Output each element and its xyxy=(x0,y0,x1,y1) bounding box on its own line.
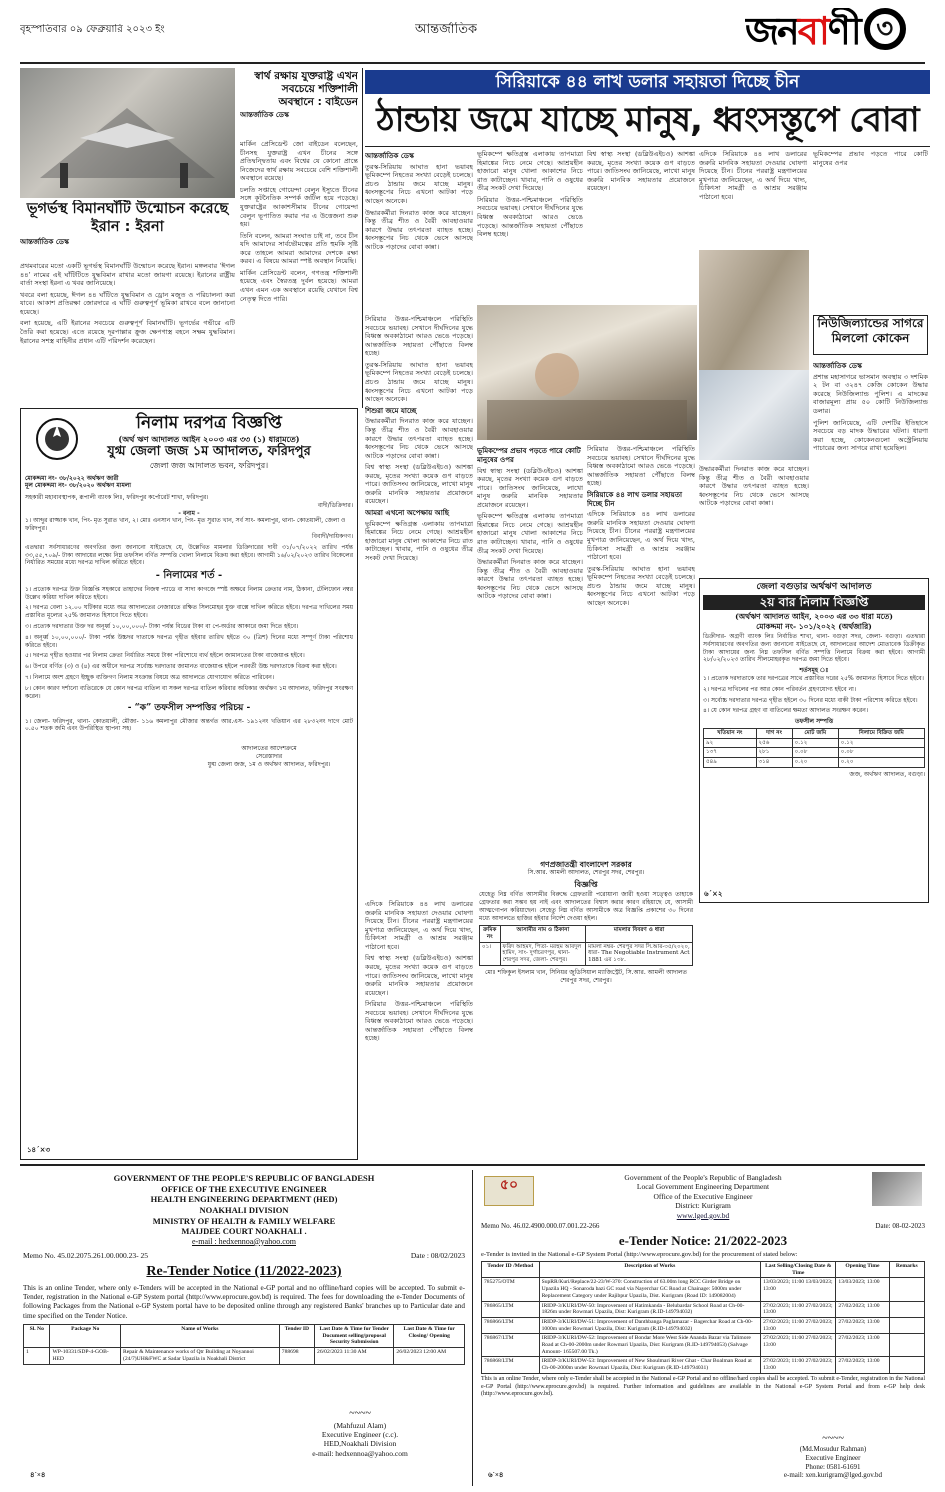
sherpur-body: যেহেতু নিম্ন বর্ণিত আসামীর বিরুদ্ধে গ্রেফতারী পরোয়ানা জারী হওয়া সত্ত্বেও তাহাকে গ্রেফতার করা সম্ভব হয় নাই এবং আদালতের বিশ্বাস করার কারণ রহিয়াছে যে, আসামী আত্মগোপন করিয়াছেন। সেহেতু নিম্ন বর্ণিত আসামীকে অত্র বিজ্ঞপ্তি প্রকাশের ৩০ দিনের মধ্যে আদালতে হাজির হইবার নির্দেশ দেওয়া হইল। xyxy=(479,891,693,922)
infant-rescue-photo xyxy=(699,370,809,460)
story-us-paragraph: চলতি সপ্তাহে গোয়েন্দা বেলুন ইস্যুতে চীনের সঙ্গে কূটনৈতিক সম্পর্ক জটিল হয়ে পড়েছে। যুক্তরাষ্ট্রের আকাশসীমায় চীনের গোয়েন্দা বেলুন ভূপাতিত করার পর এ উত্তেজনা শুরু হয়। xyxy=(240,185,358,229)
auction-conditions-title: - নিলামের শর্ত - xyxy=(155,570,223,582)
main-story-paragraph: উদ্ধারকর্মীরা দিনরাত কাজ করে যাচ্ছেন। কিন্তু তীব্র শীত ও বৈরী আবহাওয়ার কারণে উদ্ধার তৎপরতা ব্যাহত হচ্ছে। ধ্বংসস্তূপের নিচ থেকে ভেসে আসছে আটকে পড়াদের বোবা কান্না। xyxy=(365,208,473,251)
hed-date: Date : 08/02/2023 xyxy=(410,1250,465,1260)
table-header: Last Selling/Closing Date & Time xyxy=(761,1262,836,1278)
auction-plaintiff-tag: বাদী/ডিক্রিদার। xyxy=(317,501,353,509)
table-cell: ৯২ xyxy=(704,738,757,748)
table-cell: ৩১৪ xyxy=(756,758,792,768)
main-story-col2 xyxy=(477,150,583,310)
lged-signature-line[interactable]: e-mail: xen.kurigram@lged.gov.bd xyxy=(783,1471,883,1480)
table-cell: 786867/LTM xyxy=(482,1334,540,1357)
bogura-signature: জজ, অর্থঋণ আদালত, বগুড়া। xyxy=(849,770,925,778)
auction-title: নিলাম দরপত্র বিজ্ঞপ্তি xyxy=(136,413,282,433)
table-cell: 27/02/2023; 13:00 xyxy=(836,1301,889,1317)
section-title: আন্তর্জাতিক xyxy=(415,22,478,37)
auction-condition: ৪। অনূর্ধ্ব ১০,০০,০০০/- টাকা পর্যন্ত উচ্চদর দাতাকে দরপত্র গৃহীত হইবার তারিখ হইতে ৩০ (ত্রিশ) দিনের মধ্যে সম্পূর্ণ টাকা পরিশোধ করিতে হইবে। xyxy=(25,633,353,649)
table-cell: 27/02/2023; 11:00 27/02/2023; 13:00 xyxy=(761,1334,836,1357)
story-nz-desk: আন্তর্জাতিক ডেস্ক xyxy=(813,362,862,370)
lged-tender-notice xyxy=(478,1170,928,1486)
table-cell: ০১। xyxy=(480,942,501,965)
lged-website-link[interactable]: www.lged.gov.bd xyxy=(676,1210,730,1220)
main-story-paragraph: ভূমিকম্পে ক্ষতিগ্রস্ত এলাকায় তাপমাত্রা হিমাঙ্কের নিচে নেমে গেছে। আশ্রয়হীন হাজারো মানুষ খোলা আকাশের নিচে রাত কাটাচ্ছেন। খাবার, পানি ও ওষুধের তীব্র সংকট দেখা দিয়েছে। xyxy=(477,512,583,555)
notices-rule xyxy=(20,1164,925,1166)
hed-email[interactable]: e-mail : hedxennoa@yahoo.com xyxy=(192,1236,296,1246)
hed-line: HEALTH ENGINEERING DEPARTMENT (HED) xyxy=(150,1194,338,1205)
table-cell: ২৫৬ xyxy=(756,738,792,748)
story-nz-body xyxy=(813,360,928,560)
table-row xyxy=(482,1301,925,1317)
lged-signature-line: (Md.Mosudur Rahman) xyxy=(799,1445,867,1453)
table-cell: 27/02/2023; 13:00 xyxy=(836,1357,889,1373)
main-story-paragraph: বিশ্ব স্বাস্থ্য সংস্থা (ডব্লিউএইচও) আশঙ্কা করছে, মৃতের সংখ্যা কয়েক গুণ বাড়তে পারে। জাতিসংঘ জানিয়েছে, লাখো মানুষ জরুরি মানবিক সহায়তার প্রয়োজনে রয়েছেন। xyxy=(587,150,695,193)
table-header: Last Date & Time for Tender Document selling/proposal Security Submission xyxy=(315,1325,394,1348)
lged-signature-block xyxy=(748,1433,918,1481)
lged-title: e-Tender Notice: 21/2022-2023 xyxy=(618,1232,788,1248)
table-row xyxy=(704,748,925,758)
table-row xyxy=(24,1348,465,1364)
main-story-subhead: শিশুরা জমে যাচ্ছে xyxy=(365,406,417,415)
table-cell xyxy=(889,1301,924,1317)
story-iran-paragraph: খবরে বলা হয়েছে, ঈগল ৪৪ ঘাঁটিতে যুদ্ধবিমান ও ড্রোন মজুত ও পরিচালনা করা যাবে। আকাশ প্রতিরক্ষা জোরদারে এ ঘাঁটি গুরুত্বপূর্ণ ভূমিকা রাখবে বলে জানানো হয়েছে। xyxy=(20,290,235,316)
notice-divider xyxy=(472,1170,473,1486)
table-cell: 27/02/2023; 11:00 27/02/2023; 13:00 xyxy=(761,1301,836,1317)
table-cell: Repair & Maintenance works of Qtr Building at Noyannoi (24/7)UH&FWC at Sadar Upazila in Noakhali District xyxy=(121,1348,280,1364)
story-us-headline-3: অবস্থানে : বাইডেন xyxy=(278,96,358,109)
table-cell: IRIDP-3/KURI/DW-50: Improvement of Hatimkanda - Belubardar School Road at Ch-00-1826m under Rowmari Upazila, Dist: Kurigram (R.ID-149794032) xyxy=(539,1301,761,1317)
bogura-notice xyxy=(699,578,929,903)
table-cell: WP-10331/SDP-4-GOB-HED xyxy=(50,1348,121,1364)
bogura-schedule-title: তফসীল সম্পত্তি xyxy=(794,718,834,726)
story-us xyxy=(240,70,358,122)
auction-subtitle: (অর্থ ঋণ আদালত আইন ২০০৩ এর ৩৩ (১) ধারামতে) xyxy=(118,434,300,445)
signature-scribble-icon: ~~~~ xyxy=(349,1408,371,1419)
auction-signature-3: যুগ্ম জেলা জজ, ১ম ও অর্থঋণ আদালত, ফরিদপুর। xyxy=(207,760,331,768)
hed-signature-line: Executive Engineer (c.c). xyxy=(321,1429,399,1439)
main-story-col1 xyxy=(365,150,473,310)
main-story-col1-lower xyxy=(365,315,473,895)
story-us-desk: আন্তর্জাতিক ডেস্ক xyxy=(240,111,289,120)
table-cell: ৫৪৯ xyxy=(704,758,757,768)
main-story-paragraph: এদিকে সিরিয়াকে ৪৪ লাখ ডলারের জরুরি মানবিক সহায়তা দেওয়ার ঘোষণা দিয়েছে চীন। চীনের পররাষ্ট্র মন্ত্রণালয়ের মুখপাত্র জানিয়েছেন, এ অর্থ দিয়ে খাদ্য, চিকিৎসা সামগ্রী ও আশ্রয় সরঞ্জাম পাঠানো হবে। xyxy=(699,150,807,201)
table-header: নিলামে বিক্রিত জমি xyxy=(838,728,924,738)
table-row xyxy=(482,1317,925,1333)
table-header: Name of Works xyxy=(121,1325,280,1348)
table-cell: 27/02/2023; 11:00 27/02/2023; 13:00 xyxy=(761,1317,836,1333)
main-story-col4 xyxy=(699,150,807,250)
story-us-paragraph: মার্কিন প্রেসিডেন্ট জো বাইডেন বলেছেন, চীনসহ যুক্তরাষ্ট্র এখন চীনের সঙ্গে প্রতিদ্বন্দ্বিতায় এবং বিশ্বের যে কোনো প্রান্তে নিজেদের স্বার্থ রক্ষায় সবচেয়ে বেশি শক্তিশালী অবস্থানে রয়েছে। xyxy=(240,140,358,183)
main-story-paragraph: উদ্ধারকর্মীরা দিনরাত কাজ করে যাচ্ছেন। কিন্তু তীব্র শীত ও বৈরী আবহাওয়ার কারণে উদ্ধার তৎপরতা ব্যাহত হচ্ছে। ধ্বংসস্তূপের নিচ থেকে ভেসে আসছে আটকে পড়াদের বোবা কান্না। xyxy=(477,558,583,601)
sherpur-notice xyxy=(477,858,695,1158)
auction-condition: ১। প্রত্যেক দরপত্র উক্ত বিজ্ঞপ্তি সহকারে তাহাদের নিজস্ব প্যাডে বা সাদা কাগজে স্পষ্ট অক্ষরে নিলাম ক্রেতার নাম, ঠিকানা, টেলিফোন নম্বর উল্লেখ করিয়া দাখিল করিতে হইবে। xyxy=(25,585,353,601)
main-story-col1-tail xyxy=(365,900,473,1158)
story-iran-headline: ভূগর্ভস্থ বিমানঘাঁটি উন্মোচন করেছে ইরান : ইরনা xyxy=(26,201,229,236)
bangladesh-50-logo-icon: ৫০ xyxy=(484,1176,534,1206)
court-emblem-icon xyxy=(35,417,79,461)
table-row xyxy=(482,1357,925,1373)
auction-defendant-tag: বিবাদী/দায়িকগণ। xyxy=(311,533,353,541)
signature-scribble-icon: ~~~~ xyxy=(822,1432,844,1444)
table-cell: ০.০৮ xyxy=(792,748,838,758)
main-story-paragraph: তুরস্ক-সিরিয়ায় আঘাত হানা ভয়াবহ ভূমিকম্পে নিহতের সংখ্যা বেড়েই চলেছে। প্রচণ্ড ঠান্ডায় জমে যাচ্ছে মানুষ। ধ্বংসস্তূপের নিচে এখনো আটকা পড়ে আছেন অনেকে। xyxy=(365,162,473,205)
bogura-condition: ২। দরপত্র দাখিলের পর আর কোন পরিবর্তন গ্রহণযোগ্য হইবে না। xyxy=(703,685,857,693)
table-cell: ফরিদ আহমদ, পিতা- মরহুম আবদুল হামিদ, সাং- দুর্গাচরণপুর, থানা- শেরপুর সদর, জেলা- শেরপুর। xyxy=(500,942,586,965)
table-header: মামলার বিবরণ ও ধারা xyxy=(586,926,693,942)
main-story-paragraph: তুরস্ক-সিরিয়ায় আঘাত হানা ভয়াবহ ভূমিকম্পে নিহতের সংখ্যা বেড়েই চলেছে। প্রচণ্ড ঠান্ডায় জমে যাচ্ছে মানুষ। ধ্বংসস্তূপের নিচে এখনো আটকা পড়ে আছেন অনেকে। xyxy=(587,564,695,607)
story-nz-headline: নিউজিল্যান্ডের সাগরে মিললো কোকেন xyxy=(817,316,924,345)
child-rescue-photo xyxy=(477,305,697,440)
table-cell: ০.১২ xyxy=(838,738,924,748)
auction-body: এতদ্বারা সর্বসাধারণের অবগতির জন্য জানানো যাইতেছে যে, উল্লেখিত মামলার ডিক্রিদারের দাবী ৩১/০৭/২০২২ তারিখ পর্যন্ত ৩৩,৫৫,৭০৯/- টাকা আদায়ের লক্ষ্যে নিম্ন তফসিল বর্ণিত সম্পত্তি খোলা নিলামে বিক্রয় করা হইবে। আগামী ১৬/০২/২০২৩ তারিখ বিকেলের নির্ধারিত সময়ের মধ্যে দরপত্র দাখিল করিতে হইবে। xyxy=(25,543,353,567)
faridpur-auction-notice xyxy=(20,408,358,1160)
auction-versus: - বনাম - xyxy=(178,509,200,517)
main-story-col3 xyxy=(587,150,695,305)
main-story-paragraph: সিরিয়ার উত্তর-পশ্চিমাঞ্চলে পরিস্থিতি সবচেয়ে ভয়াবহ। সেখানে দীর্ঘদিনের যুদ্ধে বিধ্বস্ত অবকাঠামো আরও ভেঙে পড়েছে। আন্তর্জাতিক সহায়তা পৌঁছাতে বিলম্ব হচ্ছে। xyxy=(365,1000,473,1043)
main-story-headline: ঠান্ডায় জমে যাচ্ছে মানুষ, ধ্বংসস্তূপে বোবা xyxy=(376,100,919,140)
header-rule xyxy=(20,62,925,64)
table-cell: 786868/LTM xyxy=(482,1357,540,1373)
main-story-subhead: আমরা এখনো অপেক্ষায় আছি xyxy=(365,509,450,517)
table-cell: ০.১২ xyxy=(792,738,838,748)
main-story-col4-lower xyxy=(699,465,809,575)
main-story-col3-lower xyxy=(587,445,695,855)
table-cell: 786866/LTM xyxy=(482,1317,540,1333)
table-row xyxy=(482,1334,925,1357)
sherpur-signature: মোঃ শফিকুল ইসলাম খান, সিনিয়র জুডিসিয়াল ম্যাজিস্ট্রেট, সি.আর. আমলী আদালত শেরপুর সদর, শেরপুর। xyxy=(485,968,687,984)
rubble-photo xyxy=(699,250,809,370)
logo-page-number: ৩ xyxy=(864,8,906,50)
lged-memo: Memo No. 46.02.4900.000.07.001.22-266 xyxy=(481,1221,600,1230)
story-nz-paragraph: পুলিশ জানিয়েছে, এটি দেশটির ইতিহাসে সবচেয়ে বড় মাদক উদ্ধারের ঘটনা। ধারণা করা হচ্ছে, কোকেনগুলো অস্ট্রেলিয়ায় পাচারের জন্য সাগরে রাখা হয়েছিল। xyxy=(813,418,928,453)
sherpur-table xyxy=(479,925,693,966)
hed-line: OFFICE OF THE EXECUTIVE ENGINEER xyxy=(161,1183,327,1194)
main-story-subhead: ভূমিকম্পের প্রভাব পড়তে পারে কোটি মানুষের ওপর xyxy=(477,447,581,464)
story-us-paragraph: তিনি বলেন, আমরা সংঘাত চাই না, তবে চীন যদি আমাদের সার্বভৌমত্বের প্রতি হুমকি সৃষ্টি করে তাহলে আমরা আমাদের দেশকে রক্ষা করব। এ বিষয়ে আমরা স্পষ্ট অবস্থান নিয়েছি। xyxy=(240,231,358,266)
table-cell xyxy=(889,1334,924,1357)
column-divider xyxy=(362,68,363,408)
table-header: মোট জমি xyxy=(792,728,838,738)
jet-icon xyxy=(20,68,235,198)
lged-size: ৬´×৪ xyxy=(488,1471,504,1480)
hed-line: MAIJDEE COURT NOAKHALI . xyxy=(181,1226,307,1237)
main-story-subhead: সিরিয়াকে ৪৪ লাখ ডলার সহায়তা দিচ্ছে চীন xyxy=(587,490,683,508)
table-cell: মামলা নম্বর- শেরপুর সদর সি.আর-৩৫/২০২০, ধারা- The Negotiable Instrument Act 1881 এর ১৩৮. xyxy=(586,942,693,965)
hed-memo: Memo No. 45.02.2075.261.00.000.23- 25 xyxy=(23,1250,148,1260)
nz-spacer xyxy=(813,565,928,575)
auction-signature-1: আদালতের আদেশক্রমে xyxy=(241,745,297,753)
hed-line: MINISTRY OF HEALTH & FAMILY WELFARE xyxy=(152,1215,336,1226)
headline-rule xyxy=(365,146,930,147)
table-header: দাগ নং xyxy=(756,728,792,738)
lged-signature-line: Executive Engineer xyxy=(805,1453,861,1462)
table-cell: 1 xyxy=(24,1348,50,1364)
sherpur-org: গণপ্রজাতন্ত্রী বাংলাদেশ সরকার xyxy=(540,860,632,869)
story-iran-desk: আন্তর্জাতিক ডেস্ক xyxy=(20,238,69,247)
table-cell: 27/02/2023; 11:00 27/02/2023; 13:00 xyxy=(761,1357,836,1373)
table-header: Opening Time xyxy=(836,1262,889,1278)
lged-line: Government of the People's Republic of Bangladesh xyxy=(624,1173,782,1182)
bogura-size: ৬´×২ xyxy=(704,889,723,899)
auction-schedule-title: - “ক” তফসীল সম্পত্তির পরিচয় - xyxy=(127,703,251,714)
auction-condition: ৩। প্রত্যেক দরদাতার উক্ত দর অনূর্ধ্ব ১০,০০,০০০/- টাকা পর্যন্ত বিডের টাকা বা পে-অর্ডার আকারে জমা দিতে হইবে। xyxy=(25,622,299,630)
main-story-paragraph: বিশ্ব স্বাস্থ্য সংস্থা (ডব্লিউএইচও) আশঙ্কা করছে, মৃতের সংখ্যা কয়েক গুণ বাড়তে পারে। জাতিসংঘ জানিয়েছে, লাখো মানুষ জরুরি মানবিক সহায়তার প্রয়োজনে রয়েছেন। xyxy=(365,463,473,506)
hed-signature-block xyxy=(260,1408,460,1458)
main-story-paragraph: সিরিয়ার উত্তর-পশ্চিমাঞ্চলে পরিস্থিতি সবচেয়ে ভয়াবহ। সেখানে দীর্ঘদিনের যুদ্ধে বিধ্বস্ত অবকাঠামো আরও ভেঙে পড়েছে। আন্তর্জাতিক সহায়তা পৌঁছাতে বিলম্ব হচ্ছে। xyxy=(477,195,583,239)
table-cell: 13/03/2023; 11:00 13/03/2023; 13:00 xyxy=(761,1278,836,1301)
table-cell: 788698 xyxy=(279,1348,314,1364)
hed-signature-line: (Mahfuzul Alam) xyxy=(333,1420,387,1430)
auction-condition: ৭। নিলামে অংশ গ্রহণে ইচ্ছুক ব্যক্তিগণ নিলাম সংক্রান্ত বিষয়ে অত্র আদালতে যোগাযোগ করিতে পারিবেন। xyxy=(25,673,275,681)
table-cell xyxy=(889,1357,924,1373)
sherpur-title: বিজ্ঞপ্তি xyxy=(574,879,598,890)
story-iran-paragraph: প্রথমবারের মতো একটি ভূগর্ভস্থ বিমানঘাঁটি উন্মোচন করেছে ইরান। মঙ্গলবার ‘ঈগল ৪৪’ নামের এই ঘাঁটিটিতে যুদ্ধবিমান রাখার মতো জায়গা রয়েছে। ইরানের রাষ্ট্রীয় বার্তা সংস্থা ইরনা এ খবর জানিয়েছে। xyxy=(20,262,235,288)
table-header: Sl. No xyxy=(24,1325,50,1348)
main-story-subhead: ভূমিকম্পের প্রভাব পড়তে পারে কোটি মানুষের ওপর xyxy=(813,150,928,167)
auction-size: ১৪´×৩ xyxy=(27,1145,51,1155)
auction-condition: ২। দরপত্র বেলা ১২.০০ ঘটিকার মধ্যে অত্র আদালতের নেজারতে রক্ষিত সিলমোহর যুক্ত বাক্সে দাখিল করিতে হইবে। দরপত্র দাখিলের সময় প্রস্তাবিত মূল্যের ২৫% জামানত হিসাবে দিতে হইবে। xyxy=(25,604,353,620)
lged-line: Local Government Engineering Department xyxy=(636,1182,770,1192)
bogura-condition: ৪। যে কোন দরপত্র গ্রহণ বা বাতিলের ক্ষমতা আদালত সংরক্ষণ করেন। xyxy=(703,707,868,715)
story-us-paragraph: মার্কিন প্রেসিডেন্ট বলেন, গণতন্ত্র শক্তিশালী হয়েছে এবং স্বৈরতন্ত্র দুর্বল হয়েছে। আমরা এখন এমন এক অবস্থানে রয়েছি যেখানে বিশ্ব নেতৃত্ব দিতে পারি। xyxy=(240,268,358,303)
auction-condition: ৬। উপরে বর্ণিত (৩) ও (৪) এর অধীনে দরপত্র সর্বোচ্চ দরদাতার জামানত বাজেয়াপ্ত হইলে পরবর্তী উচ্চ দরদাতাকে বিক্রয় করা হইবে। xyxy=(25,663,337,671)
main-story-col5 xyxy=(813,150,928,310)
auction-case-2: মূল মোকদ্দমা নং- ৩৮/২০২০ অর্থঋণ মামলা xyxy=(25,482,131,490)
main-story-paragraph: তুরস্ক-সিরিয়ায় আঘাত হানা ভয়াবহ ভূমিকম্পে নিহতের সংখ্যা বেড়েই চলেছে। প্রচণ্ড ঠান্ডায় জমে যাচ্ছে মানুষ। ধ্বংসস্তূপের নিচে এখনো আটকা পড়ে আছেন অনেকে। xyxy=(365,360,473,404)
bogura-condition: ১। প্রত্যেক দরদাতাকে তার দরপত্রের সাথে প্রস্তাবিত দরের ২৫% জামানত হিসাবে দিতে হইবে। xyxy=(703,674,924,682)
table-cell: 786865/LTM xyxy=(482,1301,540,1317)
portrait-logo-icon xyxy=(872,1172,922,1206)
story-iran-body xyxy=(20,262,235,402)
story-nz-paragraph: প্রশান্ত মহাসাগরে ভাসমান অবস্থায় ৩ দশমিক ২ টন বা ৩২৪৭ কেজি কোকেন উদ্ধার করেছে নিউজিল্যান্ড পুলিশ। এ মাদকের বাজারমূল্য প্রায় ৫০ কোটি নিউজিল্যান্ড ডলার। xyxy=(813,372,928,415)
table-cell: 26/02/2023 11:30 AM xyxy=(315,1348,394,1364)
main-story-paragraph: উদ্ধারকর্মীরা দিনরাত কাজ করে যাচ্ছেন। কিন্তু তীব্র শীত ও বৈরী আবহাওয়ার কারণে উদ্ধার তৎপরতা ব্যাহত হচ্ছে। ধ্বংসস্তূপের নিচ থেকে ভেসে আসছে আটকে পড়াদের বোবা কান্না। xyxy=(699,465,809,508)
child-face-icon xyxy=(477,305,697,440)
hed-size: ৪´×৪ xyxy=(30,1471,46,1480)
lged-line: District: Kurigram xyxy=(675,1201,731,1211)
main-story-paragraph: এদিকে সিরিয়াকে ৪৪ লাখ ডলারের জরুরি মানবিক সহায়তা দেওয়ার ঘোষণা দিয়েছে চীন। চীনের পররাষ্ট্র মন্ত্রণালয়ের মুখপাত্র জানিয়েছেন, এ অর্থ দিয়ে খাদ্য, চিকিৎসা সামগ্রী ও আশ্রয় সরঞ্জাম পাঠানো হবে। xyxy=(587,510,695,562)
bogura-schedule-table xyxy=(703,728,925,768)
main-story-paragraph: বিশ্ব স্বাস্থ্য সংস্থা (ডব্লিউএইচও) আশঙ্কা করছে, মৃতের সংখ্যা কয়েক গুণ বাড়তে পারে। জাতিসংঘ জানিয়েছে, লাখো মানুষ জরুরি মানবিক সহায়তার প্রয়োজনে রয়েছেন। xyxy=(477,466,583,509)
table-row xyxy=(482,1278,925,1301)
table-header: Last Date & Time for Closing/ Opening xyxy=(394,1325,465,1348)
auction-plaintiff: সহকারী মহাব্যবস্থাপক, রূপালী ব্যাংক লিঃ, ফরিদপুর কর্পোরেট শাখা, ফরিদপুর। xyxy=(25,494,209,502)
table-cell: ১৩৭ xyxy=(704,748,757,758)
lged-footer: This is an online Tender, where only e-Tender shall be accepted in the National e-GP Portal and no offline/hard copies shall be accepted. To submit e-Tender, registration in the National e-GP Portal (http://www.eprocure.gov.bd) is required. Further information and guidelines are available in the National e-GP System Portal and from e-GP help desk (http://www.eprocure.gov.bd). xyxy=(481,1375,925,1398)
hed-body: This is an online Tender, where only e-Tenders will be accepted in the National e-GP portal and no offline/hard copies will be accepted. To submit e-Tender, registration in the National e-GP System portal (http://www.eprocure.gov.bd) is required. The fees for downloading the e-Tender Documents of following Packages from the National e-GP System portal have to be deposited online through any registered Banks' branches up to Particular date and time specified on the Tender Notice. xyxy=(23,1283,465,1320)
table-cell: 27/02/2023; 13:00 xyxy=(836,1317,889,1333)
table-header: খতিয়ান নং xyxy=(704,728,757,738)
logo-red-letter: ব xyxy=(797,9,828,53)
lged-signature-line: Phone: 0581-61691 xyxy=(805,1462,861,1471)
table-cell: IRIDP-3/KURI/DW-53: Improvement of New Shoulmari River Ghat - Char Boalman Road at Ch-00-2000m under Rowmari Upazila, Dist: Kurigram (R.ID-149794031) xyxy=(539,1357,761,1373)
main-story-desk: আন্তর্জাতিক ডেস্ক xyxy=(365,152,414,160)
bogura-subtitle: (অর্থঋণ আদালত আইন, ২০০৩ এর ৩৩ ধারা মতে) xyxy=(735,612,893,622)
table-header: Description of Works xyxy=(539,1262,761,1278)
bogura-conditions-title: শর্তসমূহ ঃ xyxy=(799,667,829,675)
table-row xyxy=(704,758,925,768)
table-cell: IRIDP-3/KURI/DW-52: Improvement of Bondar More West Side Ananda Bazar via Talimore Road at Ch-00-2000m under Rowmari Upazila, Dist: Kurigram (R.ID-149794053) (Salvage Amount- 165507.00 Tk.) xyxy=(539,1334,761,1357)
table-cell xyxy=(889,1278,924,1301)
bogura-court: জেলা বগুড়ার অর্থঋণ আদালত xyxy=(756,582,872,592)
main-story-paragraph: ভূমিকম্পে ক্ষতিগ্রস্ত এলাকায় তাপমাত্রা হিমাঙ্কের নিচে নেমে গেছে। আশ্রয়হীন হাজারো মানুষ খোলা আকাশের নিচে রাত কাটাচ্ছেন। খাবার, পানি ও ওষুধের তীব্র সংকট দেখা দিয়েছে। xyxy=(477,150,583,193)
bogura-condition: ৩। সর্বোচ্চ দরদাতার দরপত্র গৃহীত হইলে ৩০ দিনের মধ্যে বাকী টাকা পরিশোধ করিতে হইবে। xyxy=(703,696,918,704)
auction-defendant: ১। আব্দুর রাজ্জাক খান, পিং- মৃত সুরাত খান, ২। মোঃ এনসান খান, পিং- মৃত সুরাত খান, সর্ব সাং- কমলাপুর, থানা- কোতয়ালী, জেলা ও ফরিদপুর। xyxy=(25,517,346,533)
story-us-headline-2: সবচেয়ে শক্তিশালী xyxy=(281,83,358,96)
main-story-paragraph: সিরিয়ার উত্তর-পশ্চিমাঞ্চলে পরিস্থিতি সবচেয়ে ভয়াবহ। সেখানে দীর্ঘদিনের যুদ্ধে বিধ্বস্ত অবকাঠামো আরও ভেঙে পড়েছে। আন্তর্জাতিক সহায়তা পৌঁছাতে বিলম্ব হচ্ছে। xyxy=(365,315,473,358)
masthead-logo[interactable] xyxy=(745,8,925,60)
table-cell: ০.০৮ xyxy=(838,748,924,758)
header-date: বৃহস্পতিবার ০৯ ফেব্রুয়ারি ২০২৩ ইং xyxy=(20,24,165,35)
table-cell xyxy=(889,1317,924,1333)
auction-condition: ৮। কোন কারণ দর্শানো ব্যতিরেকে যে কোন দরপত্র বাতিল বা সকল দরপত্র বাতিল করিবার অধিকার অর্থঋণ ১ম আদালত, ফরিদপুর সংরক্ষণ করেন। xyxy=(25,684,353,700)
auction-address: জেলা জজ আদালত ভবন, ফরিদপুর। xyxy=(149,460,269,470)
table-header: Remarks xyxy=(889,1262,924,1278)
story-nz-headline-box xyxy=(813,315,928,355)
main-story-banner: সিরিয়াকে ৪৪ লাখ ডলার সহায়তা দিচ্ছে চীন xyxy=(365,70,930,94)
table-cell: ২৮১ xyxy=(756,748,792,758)
table-cell: 13/03/2023; 13:00 xyxy=(836,1278,889,1301)
main-story-paragraph: বিশ্ব স্বাস্থ্য সংস্থা (ডব্লিউএইচও) আশঙ্কা করছে, মৃতের সংখ্যা কয়েক গুণ বাড়তে পারে। জাতিসংঘ জানিয়েছে, লাখো মানুষ জরুরি মানবিক সহায়তার প্রয়োজনে রয়েছেন। xyxy=(365,954,473,997)
table-header: Tender ID xyxy=(279,1325,314,1348)
logo-suffix: াণী xyxy=(827,9,860,53)
table-header: ক্রমিক নং xyxy=(480,926,501,942)
main-story-paragraph: উদ্ধারকর্মীরা দিনরাত কাজ করে যাচ্ছেন। কিন্তু তীব্র শীত ও বৈরী আবহাওয়ার কারণে উদ্ধার তৎপরতা ব্যাহত হচ্ছে। ধ্বংসস্তূপের নিচ থেকে ভেসে আসছে আটকে পড়াদের বোবা কান্না। xyxy=(365,417,473,460)
table-header: Package No xyxy=(50,1325,121,1348)
hed-table xyxy=(23,1324,465,1365)
lged-table xyxy=(481,1261,925,1374)
auction-case-1: মোকদ্দমা নং- ৩৮/২০২২ অর্থঋণ জারী xyxy=(25,474,119,482)
hed-tender-notice xyxy=(20,1170,468,1486)
story-iran-head xyxy=(20,200,235,255)
table-header: Tender ID /Method xyxy=(482,1262,540,1278)
hed-signature-line: HED,Noakhali Division xyxy=(323,1439,397,1449)
lged-intro: e-Tender is invited in the National e-GP System Portal (http://www.eprocure.gov.bd) for the procurement of stated below: xyxy=(481,1250,798,1258)
story-us-headline-1: স্বার্থ রক্ষায় যুক্তরাষ্ট্র এখন xyxy=(254,70,358,82)
table-header: আসামীর নাম ও ঠিকানা xyxy=(500,926,586,942)
table-cell: SupRR/Kuri/Replace/22-23/W-370: Construction of 63.00m long RCC Girder Bridge on Upazila HQ - Sonaroda bazi GC road via Nayerchar GC Road at Chainage: 5000m under Replacement Category under Rajibpur Upazila, Dist. Kurigram (Road ID: 149082004) xyxy=(539,1278,761,1301)
table-cell: ০.২০ xyxy=(792,758,838,768)
story-iran-paragraph: বলা হয়েছে, এটি ইরানের সবচেয়ে গুরুত্বপূর্ণ বিমানঘাঁটি। ভূগর্ভের গভীরে এটি তৈরি করা হয়েছে। এতে রয়েছে দূরপাল্লার ক্রুজ ক্ষেপণাস্ত্র বহনে সক্ষম যুদ্ধবিমান। ইরানের সশস্ত্র বাহিনীর প্রধান এটি পরিদর্শন করেছেন। xyxy=(20,319,235,345)
auction-court: যুগ্ম জেলা জজ ১ম আদালত, ফরিদপুর xyxy=(107,444,311,460)
hed-title: Re-Tender Notice (11/2022-2023) xyxy=(146,1264,342,1280)
jet-hangar-photo xyxy=(20,68,235,198)
table-cell: 27/02/2023; 13:00 xyxy=(836,1334,889,1357)
table-cell: ০.২০ xyxy=(838,758,924,768)
hed-line: NOAKHALI DIVISION xyxy=(199,1204,289,1215)
table-row xyxy=(480,942,693,965)
main-story-paragraph: ভূমিকম্পে ক্ষতিগ্রস্ত এলাকায় তাপমাত্রা হিমাঙ্কের নিচে নেমে গেছে। আশ্রয়হীন হাজারো মানুষ খোলা আকাশের নিচে রাত কাটাচ্ছেন। খাবার, পানি ও ওষুধের তীব্র সংকট দেখা দিয়েছে। xyxy=(365,519,473,562)
lged-date: Date: 08-02-2023 xyxy=(875,1221,925,1230)
story-us-body xyxy=(240,140,358,400)
auction-signature-2: সেরেস্তাদার xyxy=(255,752,283,760)
table-cell: IRIDP-3/KURI/DW-51: Improvement of Danthbanga Paglamazar - Bagerchar Road at Ch-00-1000m under Rowmari Upazila, Dist: Kurigram (R.ID-149794032) xyxy=(539,1317,761,1333)
auction-schedule: ১। জেলা- ফরিদপুর, থানা- কোতয়ালী, মৌজা- ১১৬ কমলাপুর মৌজার অন্তর্গত আর.এস- ১৯১২নং খতিয়ান এর ২৮৩২নং দাগে মোট ০.৫০ শতক জমি এবং উপরিস্থিত স্থাপনা সহ। xyxy=(25,717,353,733)
hed-line: GOVERNMENT OF THE PEOPLE'S REPUBLIC OF BANGLADESH xyxy=(113,1173,375,1183)
main-story-paragraph: সিরিয়ার উত্তর-পশ্চিমাঞ্চলে পরিস্থিতি সবচেয়ে ভয়াবহ। সেখানে দীর্ঘদিনের যুদ্ধে বিধ্বস্ত অবকাঠামো আরও ভেঙে পড়েছে। আন্তর্জাতিক সহায়তা পৌঁছাতে বিলম্ব হচ্ছে। xyxy=(587,445,695,488)
table-cell: 785275/OTM xyxy=(482,1278,540,1301)
bogura-body: ডিক্রীদার- অগ্রণী ব্যাংক লিঃ নির্বাচিত শাখা, থানা- বগুড়া সদর, জেলা- বগুড়া। এতদ্বারা সর্বসাধারণের অবগতির জন্য জানানো যাইতেছে যে, আদালতের আদেশ মোতাবেক ডিক্রীকৃত টাকা আদায়ের জন্য নিম্ন তফসিল বর্ণিত সম্পত্তি নিলামে বিক্রয় করা হইবে। আগামী ২৮/০২/২০২৩ তারিখ সীলমোহরকৃত দরপত্র জমা দিতে হইবে। xyxy=(703,633,925,664)
auction-condition: ৫। দরপত্র গৃহীত হওয়ার পর নিলাম ক্রেতা নির্ধারিত সময়ে টাকা পরিশোধে ব্যর্থ হইলে জামানতের টাকা বাজেয়াপ্ত হইবে। xyxy=(25,652,305,660)
logo-prefix: জন xyxy=(745,9,798,53)
main-story-col2-lower xyxy=(477,445,583,855)
hed-signature-line[interactable]: e-mail: hedxennoa@yahoo.com xyxy=(312,1448,408,1458)
table-cell: 26/02/2023 12:00 AM xyxy=(394,1348,465,1364)
table-row xyxy=(704,738,925,748)
bogura-title: ২য় বার নিলাম বিজ্ঞপ্তি xyxy=(703,595,925,610)
sherpur-office: সি.আর. আমলী আদালত, শেরপুর সদর, শেরপুর। xyxy=(527,869,645,877)
lged-line: Office of the Executive Engineer xyxy=(653,1191,753,1201)
bogura-case: মোকদ্দমা নং- ১০১/২০২২ (অর্থজারি) xyxy=(756,621,872,631)
main-story-paragraph: এদিকে সিরিয়াকে ৪৪ লাখ ডলারের জরুরি মানবিক সহায়তা দেওয়ার ঘোষণা দিয়েছে চীন। চীনের পররাষ্ট্র মন্ত্রণালয়ের মুখপাত্র জানিয়েছেন, এ অর্থ দিয়ে খাদ্য, চিকিৎসা সামগ্রী ও আশ্রয় সরঞ্জাম পাঠানো হবে। xyxy=(365,900,473,951)
